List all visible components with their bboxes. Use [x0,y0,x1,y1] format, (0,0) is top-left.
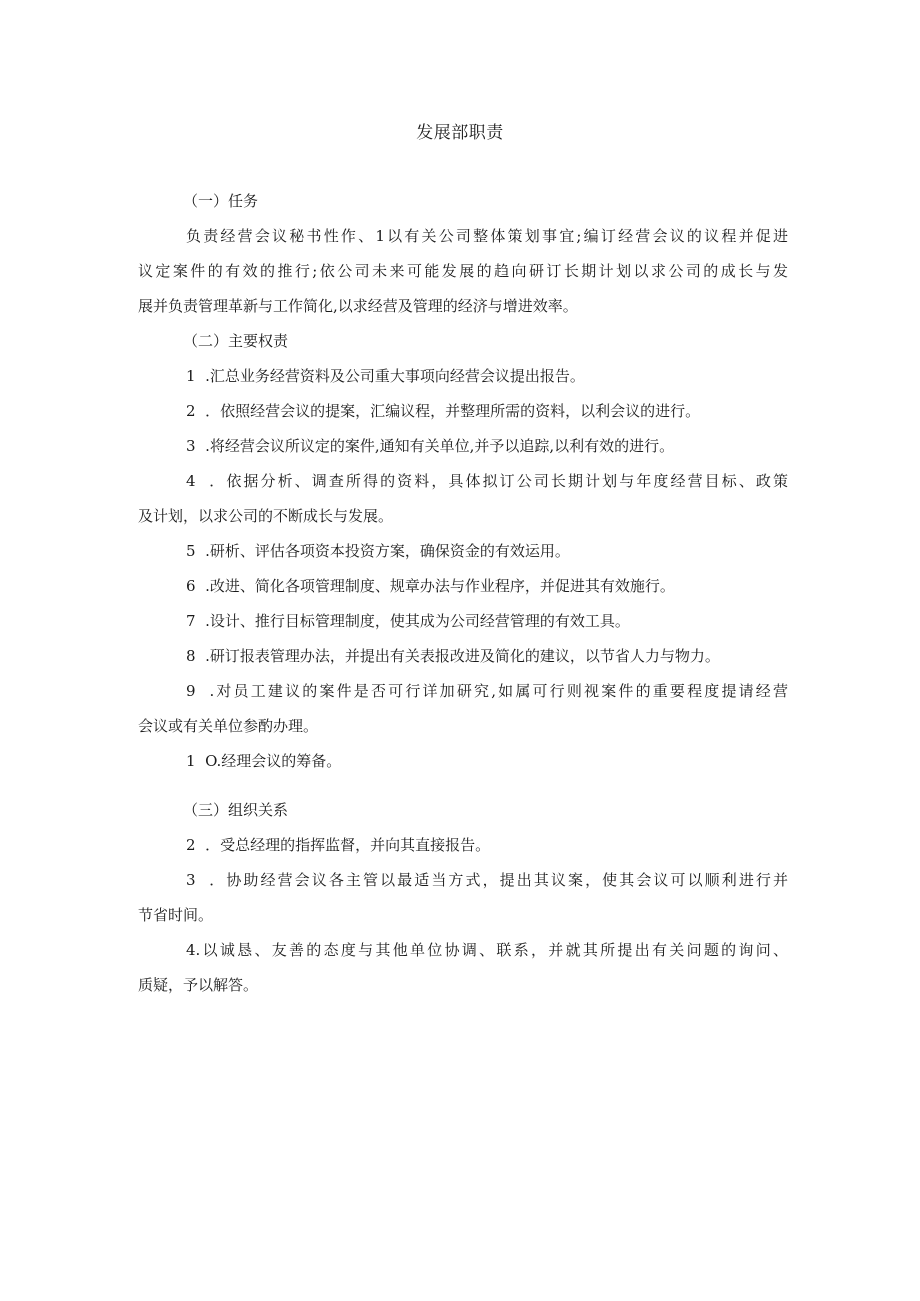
list-item [138,569,788,604]
list-item-number: 3 [186,437,196,455]
list-item [138,464,788,499]
list-item-text: .研订报表管理办法，并提出有关表报改进及简化的建议，以节省人力与物力。 [205,647,720,665]
list-item [138,744,788,779]
list-item [138,863,788,898]
section-heading-organization: （三）组织关系 [183,801,289,819]
list-item-number: 9 [186,682,196,700]
list-item-number: 8 [186,647,196,665]
paragraph-line: 议定案件的有效的推行;依公司未来可能发展的趋向研订长期计划以求公司的成长与发 [138,262,788,280]
list-item-text: .汇总业务经营资料及公司重大事项向经营会议提出报告。 [205,367,585,385]
list-item [138,639,788,674]
list-item-text: ．依据分析、调查所得的资料，具体拟订公司长期计划与年度经营目标、政策 [209,472,788,490]
list-item-text: ．受总经理的指挥监督，并向其直接报告。 [205,836,491,854]
list-item-number: 5 [186,542,196,560]
list-item-number: 7 [186,612,196,630]
list-item-continuation: 节省时间。 [138,906,214,924]
list-item-number: 2 [186,836,196,854]
list-item-continuation: 及计划，以求公司的不断成长与发展。 [138,507,394,525]
list-item-text: ．依照经营会议的提案，汇编议程，并整理所需的资料，以利会议的进行。 [205,402,701,420]
list-item-text: .对员工建议的案件是否可行详加研究,如属可行则视案件的重要程度提请经营 [209,682,788,700]
list-item-number: 6 [186,577,196,595]
list-item-continuation: 质疑，予以解答。 [138,976,259,994]
section-heading-responsibilities: （二）主要权责 [183,332,289,350]
list-item [138,394,788,429]
list-item [138,933,788,968]
list-item-number: 1 [186,752,196,770]
list-item [138,828,788,863]
list-item [138,674,788,709]
list-item [138,359,788,394]
list-item [138,604,788,639]
paragraph-line: 负责经营会议秘书性作、1以有关公司整体策划事宜;编订经营会议的议程并促进 [186,227,788,245]
list-item-text: .研析、评估各项资本投资方案，确保资金的有效运用。 [205,542,570,560]
list-item [138,429,788,464]
list-item-number: 1 [186,367,196,385]
paragraph-line: 展并负责管理革新与工作简化,以求经营及管理的经济与增进效率。 [138,297,578,315]
list-item-text: .将经营会议所议定的案件,通知有关单位,并予以追踪,以利有效的进行。 [205,437,675,455]
section-heading-task: （一）任务 [183,192,259,210]
list-item-text: .改进、简化各项管理制度、规章办法与作业程序，并促进其有效施行。 [205,577,675,595]
list-item-number: 3 [186,871,196,889]
list-item-text: O.经理会议的筹备。 [205,752,342,770]
list-item-text: .设计、推行目标管理制度，使其成为公司经营管理的有效工具。 [205,612,630,630]
list-item-number: 2 [186,402,196,420]
list-item-text: 4.以诚恳、友善的态度与其他单位协调、联系，并就其所提出有关问题的询问、 [186,941,788,959]
list-item [138,534,788,569]
list-item-continuation: 会议或有关单位参酌办理。 [138,717,319,735]
page-title: 发展部职责 [416,123,504,143]
document-body [138,184,788,1003]
list-item-text: ．协助经营会议各主管以最适当方式，提出其议案，使其会议可以顺利进行并 [209,871,788,889]
list-item-number: 4 [186,472,196,490]
